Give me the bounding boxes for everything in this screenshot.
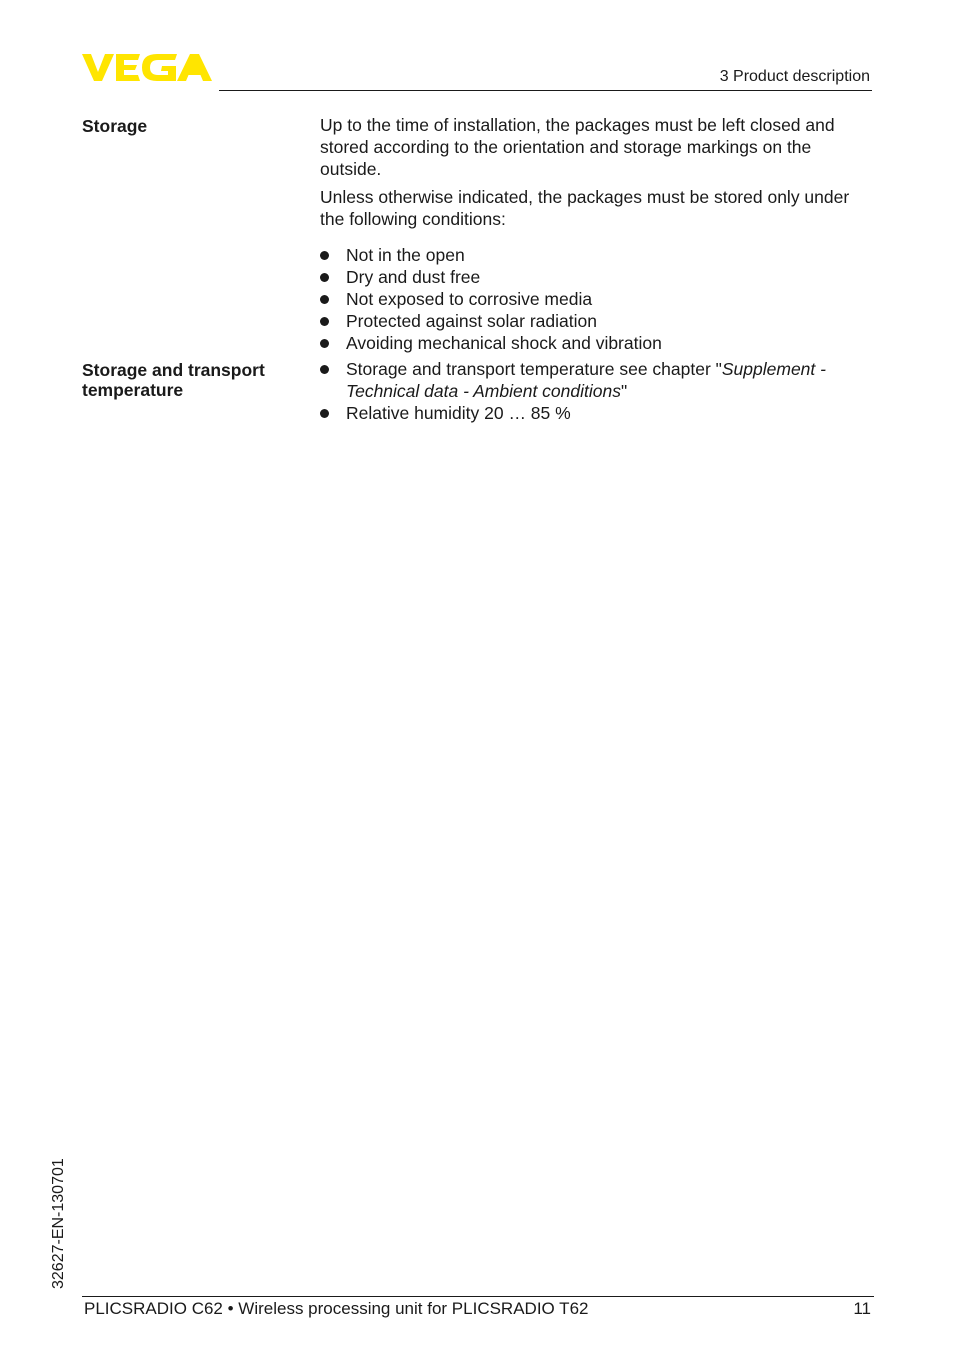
header-rule bbox=[219, 90, 872, 91]
storage-label: Storage bbox=[82, 116, 148, 136]
storage-conditions-list bbox=[320, 244, 872, 354]
storage-paragraph-2: Unless otherwise indicated, the packages must be stored only under the following conditions: bbox=[320, 187, 850, 229]
storage-body bbox=[320, 114, 872, 354]
transport-body bbox=[320, 358, 872, 424]
footer-rule bbox=[82, 1296, 874, 1297]
list-item: Storage and transport temperature see chapter "Supplement - Technical data - Ambient conditions" bbox=[320, 358, 872, 402]
bullet-icon bbox=[320, 295, 329, 304]
list-item: Not in the open bbox=[320, 244, 872, 266]
chapter-heading: 3 Product description bbox=[719, 68, 870, 85]
bullet-icon bbox=[320, 339, 329, 348]
list-item: Dry and dust free bbox=[320, 266, 872, 288]
storage-paragraph-1: Up to the time of installation, the packages must be left closed and stored according to the orientation and storage markings on the outside. bbox=[320, 115, 835, 179]
list-item: Protected against solar radiation bbox=[320, 310, 872, 332]
page-number: 11 bbox=[853, 1299, 871, 1318]
chapter-reference: Supplement - Technical data - Ambient conditions bbox=[346, 359, 826, 401]
bullet-icon bbox=[320, 409, 329, 418]
bullet-icon bbox=[320, 273, 329, 282]
bullet-icon bbox=[320, 251, 329, 260]
bullet-icon bbox=[320, 365, 329, 374]
transport-conditions-list bbox=[320, 358, 872, 424]
vega-logo bbox=[82, 52, 212, 82]
footer-title: PLICSRADIO C62 • Wireless processing unit for PLICSRADIO T62 bbox=[84, 1299, 589, 1318]
document-number: 32627-EN-130701 bbox=[50, 1158, 67, 1289]
list-item: Not exposed to corrosive media bbox=[320, 288, 872, 310]
list-item: Avoiding mechanical shock and vibration bbox=[320, 332, 872, 354]
list-item: Relative humidity 20 … 85 % bbox=[320, 402, 872, 424]
bullet-icon bbox=[320, 317, 329, 326]
transport-label: Storage and transport temperature bbox=[82, 360, 265, 400]
